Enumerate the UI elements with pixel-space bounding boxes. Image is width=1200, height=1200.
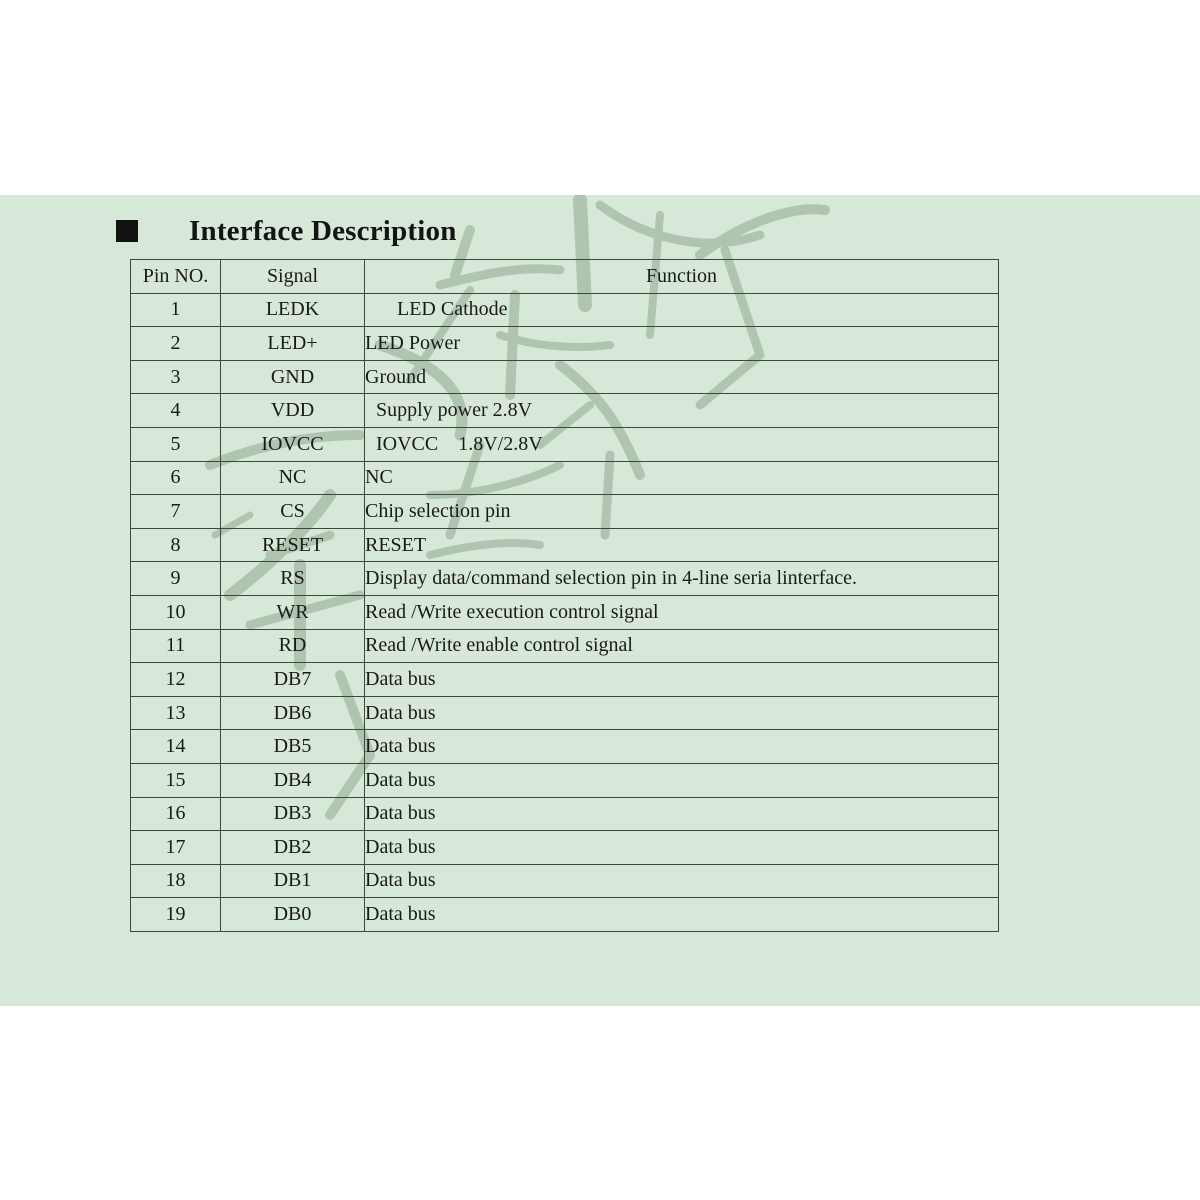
signal-cell: LEDK <box>221 293 365 327</box>
header-pin-no: Pin NO. <box>131 260 221 294</box>
table-row <box>131 797 999 831</box>
function-cell: Data bus <box>365 696 999 730</box>
table-row <box>131 696 999 730</box>
table-row <box>131 562 999 596</box>
signal-cell: DB6 <box>221 696 365 730</box>
table-row <box>131 595 999 629</box>
signal-cell: DB3 <box>221 797 365 831</box>
pin-number-cell: 19 <box>131 898 221 932</box>
pin-number-cell: 2 <box>131 327 221 361</box>
function-cell: RESET <box>365 528 999 562</box>
function-cell: Data bus <box>365 797 999 831</box>
function-cell: Data bus <box>365 831 999 865</box>
table-header-row <box>131 260 999 294</box>
function-cell: Data bus <box>365 864 999 898</box>
table-row <box>131 763 999 797</box>
table-row <box>131 629 999 663</box>
function-cell: Ground <box>365 360 999 394</box>
function-cell: Read /Write enable control signal <box>365 629 999 663</box>
signal-cell: GND <box>221 360 365 394</box>
signal-cell: RESET <box>221 528 365 562</box>
pin-number-cell: 10 <box>131 595 221 629</box>
pin-number-cell: 6 <box>131 461 221 495</box>
square-bullet-icon <box>116 220 138 242</box>
document-panel <box>0 195 1200 1006</box>
signal-cell: RD <box>221 629 365 663</box>
table-row <box>131 730 999 764</box>
function-cell: Data bus <box>365 898 999 932</box>
function-cell: IOVCC 1.8V/2.8V <box>365 427 999 461</box>
function-cell: NC <box>365 461 999 495</box>
function-cell: LED Cathode <box>365 293 999 327</box>
function-cell: Read /Write execution control signal <box>365 595 999 629</box>
pin-number-cell: 4 <box>131 394 221 428</box>
signal-cell: DB1 <box>221 864 365 898</box>
section-title: Interface Description <box>189 214 457 247</box>
pin-number-cell: 8 <box>131 528 221 562</box>
signal-cell: DB4 <box>221 763 365 797</box>
function-cell: Data bus <box>365 763 999 797</box>
table-row <box>131 864 999 898</box>
signal-cell: IOVCC <box>221 427 365 461</box>
pin-number-cell: 15 <box>131 763 221 797</box>
pin-number-cell: 16 <box>131 797 221 831</box>
table-row <box>131 898 999 932</box>
function-cell: Chip selection pin <box>365 495 999 529</box>
pin-number-cell: 3 <box>131 360 221 394</box>
signal-cell: RS <box>221 562 365 596</box>
signal-cell: VDD <box>221 394 365 428</box>
pin-number-cell: 13 <box>131 696 221 730</box>
table-row <box>131 394 999 428</box>
signal-cell: DB2 <box>221 831 365 865</box>
pin-number-cell: 18 <box>131 864 221 898</box>
header-function: Function <box>365 260 999 294</box>
pin-number-cell: 1 <box>131 293 221 327</box>
header-signal: Signal <box>221 260 365 294</box>
signal-cell: DB7 <box>221 663 365 697</box>
table-row <box>131 427 999 461</box>
pin-number-cell: 7 <box>131 495 221 529</box>
table-row <box>131 293 999 327</box>
table-row <box>131 360 999 394</box>
table-row <box>131 495 999 529</box>
pin-number-cell: 11 <box>131 629 221 663</box>
signal-cell: WR <box>221 595 365 629</box>
table-row <box>131 461 999 495</box>
signal-cell: CS <box>221 495 365 529</box>
table-row <box>131 663 999 697</box>
signal-cell: DB5 <box>221 730 365 764</box>
signal-cell: LED+ <box>221 327 365 361</box>
pin-number-cell: 17 <box>131 831 221 865</box>
table-row <box>131 528 999 562</box>
pin-number-cell: 14 <box>131 730 221 764</box>
interface-table <box>130 259 999 932</box>
function-cell: Display data/command selection pin in 4-line seria linterface. <box>365 562 999 596</box>
signal-cell: DB0 <box>221 898 365 932</box>
function-cell: Data bus <box>365 663 999 697</box>
section-heading <box>116 211 457 251</box>
table-row <box>131 831 999 865</box>
pin-number-cell: 9 <box>131 562 221 596</box>
function-cell: Supply power 2.8V <box>365 394 999 428</box>
table-row <box>131 327 999 361</box>
pin-number-cell: 5 <box>131 427 221 461</box>
function-cell: LED Power <box>365 327 999 361</box>
pin-number-cell: 12 <box>131 663 221 697</box>
signal-cell: NC <box>221 461 365 495</box>
function-cell: Data bus <box>365 730 999 764</box>
